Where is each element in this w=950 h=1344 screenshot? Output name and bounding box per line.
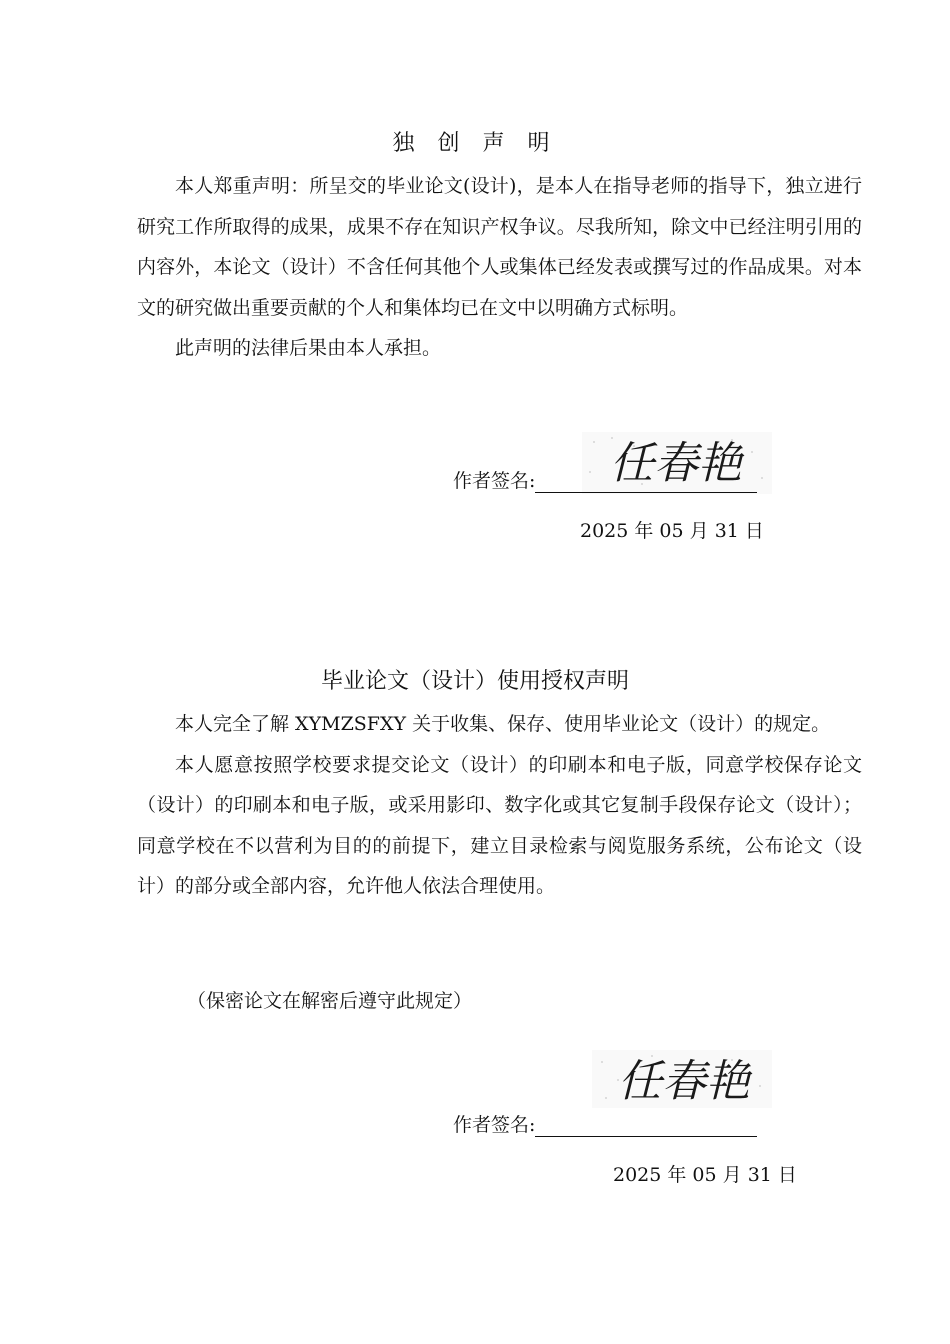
authorization-paragraph-1: 本人完全了解 XYMZSFXY 关于收集、保存、使用毕业论文（设计）的规定。 <box>175 713 831 735</box>
authorization-paragraph-2: 本人愿意按照学校要求提交论文（设计）的印刷本和电子版，同意学校保存论文（设计）的印刷本和电子版，或采用影印、数字化或其它复制手段保存论文（设计）；同意学校在不以营利为目的的前提下，建立目录检索与阅览服务系统，公布论文（设计）的部分或全部内容，允许他人依法合理使用。 <box>137 753 862 897</box>
declaration-paragraph-2: 此声明的法律后果由本人承担。 <box>175 337 442 359</box>
signature-handwriting: 任春艳 <box>610 438 742 489</box>
authorization-title: 毕业论文（设计）使用授权声明 <box>320 669 629 694</box>
confidential-note: （保密论文在解密后遵守此规定） <box>187 990 473 1012</box>
author-signature-image <box>592 1050 772 1112</box>
signature-underline <box>535 470 757 493</box>
signature-row <box>453 466 757 493</box>
signature-label: 作者签名: <box>453 1114 536 1136</box>
signature-row <box>453 1110 757 1137</box>
signature-label: 作者签名: <box>453 470 536 492</box>
signature-date: 2025 年 05 月 31 日 <box>580 520 764 542</box>
signature-date: 2025 年 05 月 31 日 <box>613 1164 797 1186</box>
signature-handwriting: 任春艳 <box>618 1056 750 1107</box>
authorization-body <box>137 704 862 907</box>
declaration-title: 独 创 声 明 <box>392 131 558 156</box>
signature-underline <box>535 1114 757 1137</box>
declaration-body <box>137 166 862 369</box>
declaration-paragraph-1: 本人郑重声明：所呈交的毕业论文(设计)，是本人在指导老师的指导下，独立进行研究工作所取得的成果，成果不存在知识产权争议。尽我所知，除文中已经注明引用的内容外，本论文（设计）不含任何其他个人或集体已经发表或撰写过的作品成果。对本文的研究做出重要贡献的个人和集体均已在文中以明确方式标明。 <box>137 175 862 319</box>
